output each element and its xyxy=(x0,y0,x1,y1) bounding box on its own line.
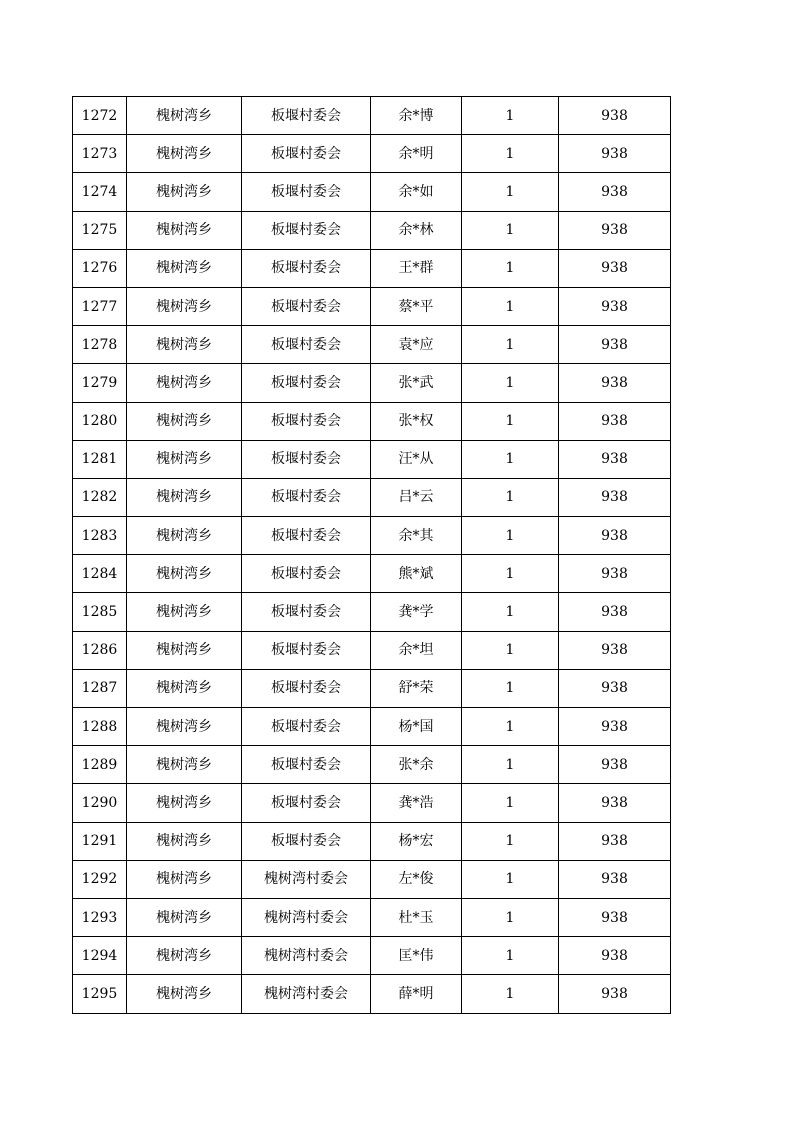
cell-amount: 938 xyxy=(559,784,671,822)
cell-name: 张*余 xyxy=(371,746,462,784)
cell-amount: 938 xyxy=(559,937,671,975)
cell-seq: 1282 xyxy=(73,478,127,516)
cell-name: 余*如 xyxy=(371,173,462,211)
cell-town: 槐树湾乡 xyxy=(127,822,242,860)
cell-name: 舒*荣 xyxy=(371,669,462,707)
cell-village: 板堰村委会 xyxy=(242,326,371,364)
cell-amount: 938 xyxy=(559,364,671,402)
cell-town: 槐树湾乡 xyxy=(127,402,242,440)
cell-count: 1 xyxy=(462,937,559,975)
cell-seq: 1294 xyxy=(73,937,127,975)
cell-name: 杨*国 xyxy=(371,708,462,746)
cell-town: 槐树湾乡 xyxy=(127,631,242,669)
cell-town: 槐树湾乡 xyxy=(127,478,242,516)
table-row xyxy=(73,440,671,478)
cell-village: 板堰村委会 xyxy=(242,287,371,325)
cell-name: 薛*明 xyxy=(371,975,462,1013)
cell-count: 1 xyxy=(462,975,559,1013)
cell-count: 1 xyxy=(462,593,559,631)
table-row xyxy=(73,784,671,822)
cell-seq: 1280 xyxy=(73,402,127,440)
cell-village: 板堰村委会 xyxy=(242,173,371,211)
cell-village: 板堰村委会 xyxy=(242,402,371,440)
cell-seq: 1277 xyxy=(73,287,127,325)
cell-seq: 1290 xyxy=(73,784,127,822)
cell-name: 余*博 xyxy=(371,97,462,135)
cell-seq: 1274 xyxy=(73,173,127,211)
cell-village: 板堰村委会 xyxy=(242,478,371,516)
cell-amount: 938 xyxy=(559,517,671,555)
cell-count: 1 xyxy=(462,326,559,364)
cell-name: 张*武 xyxy=(371,364,462,402)
cell-seq: 1283 xyxy=(73,517,127,555)
cell-name: 熊*斌 xyxy=(371,555,462,593)
cell-town: 槐树湾乡 xyxy=(127,135,242,173)
table-row xyxy=(73,517,671,555)
cell-town: 槐树湾乡 xyxy=(127,975,242,1013)
cell-town: 槐树湾乡 xyxy=(127,173,242,211)
table-row xyxy=(73,631,671,669)
cell-amount: 938 xyxy=(559,669,671,707)
cell-name: 张*权 xyxy=(371,402,462,440)
cell-village: 槐树湾村委会 xyxy=(242,975,371,1013)
table-row xyxy=(73,593,671,631)
cell-amount: 938 xyxy=(559,708,671,746)
cell-amount: 938 xyxy=(559,402,671,440)
cell-village: 板堰村委会 xyxy=(242,631,371,669)
cell-village: 槐树湾村委会 xyxy=(242,898,371,936)
cell-village: 板堰村委会 xyxy=(242,211,371,249)
table-row xyxy=(73,898,671,936)
cell-count: 1 xyxy=(462,708,559,746)
cell-amount: 938 xyxy=(559,631,671,669)
cell-amount: 938 xyxy=(559,249,671,287)
cell-seq: 1276 xyxy=(73,249,127,287)
cell-town: 槐树湾乡 xyxy=(127,440,242,478)
cell-amount: 938 xyxy=(559,211,671,249)
cell-count: 1 xyxy=(462,631,559,669)
cell-count: 1 xyxy=(462,97,559,135)
table-row xyxy=(73,326,671,364)
cell-name: 余*明 xyxy=(371,135,462,173)
cell-count: 1 xyxy=(462,249,559,287)
table-row xyxy=(73,364,671,402)
cell-village: 板堰村委会 xyxy=(242,708,371,746)
table-row xyxy=(73,211,671,249)
cell-amount: 938 xyxy=(559,440,671,478)
cell-seq: 1284 xyxy=(73,555,127,593)
cell-village: 槐树湾村委会 xyxy=(242,937,371,975)
cell-village: 板堰村委会 xyxy=(242,97,371,135)
table-row xyxy=(73,402,671,440)
cell-amount: 938 xyxy=(559,326,671,364)
cell-town: 槐树湾乡 xyxy=(127,708,242,746)
cell-amount: 938 xyxy=(559,97,671,135)
cell-village: 板堰村委会 xyxy=(242,364,371,402)
roster-table-body xyxy=(73,97,671,1014)
cell-name: 杨*宏 xyxy=(371,822,462,860)
cell-seq: 1293 xyxy=(73,898,127,936)
cell-count: 1 xyxy=(462,211,559,249)
cell-count: 1 xyxy=(462,898,559,936)
cell-count: 1 xyxy=(462,287,559,325)
cell-town: 槐树湾乡 xyxy=(127,669,242,707)
cell-name: 王*群 xyxy=(371,249,462,287)
table-row xyxy=(73,746,671,784)
cell-count: 1 xyxy=(462,822,559,860)
cell-name: 龚*学 xyxy=(371,593,462,631)
table-row xyxy=(73,975,671,1013)
table-row xyxy=(73,555,671,593)
cell-village: 板堰村委会 xyxy=(242,249,371,287)
cell-name: 龚*浩 xyxy=(371,784,462,822)
cell-seq: 1275 xyxy=(73,211,127,249)
cell-village: 板堰村委会 xyxy=(242,822,371,860)
cell-count: 1 xyxy=(462,784,559,822)
table-row xyxy=(73,249,671,287)
cell-seq: 1287 xyxy=(73,669,127,707)
cell-village: 板堰村委会 xyxy=(242,517,371,555)
cell-count: 1 xyxy=(462,555,559,593)
cell-count: 1 xyxy=(462,746,559,784)
cell-town: 槐树湾乡 xyxy=(127,784,242,822)
cell-village: 板堰村委会 xyxy=(242,669,371,707)
cell-count: 1 xyxy=(462,402,559,440)
cell-count: 1 xyxy=(462,440,559,478)
table-row xyxy=(73,478,671,516)
table-row xyxy=(73,97,671,135)
cell-amount: 938 xyxy=(559,860,671,898)
cell-village: 板堰村委会 xyxy=(242,593,371,631)
cell-seq: 1292 xyxy=(73,860,127,898)
cell-name: 吕*云 xyxy=(371,478,462,516)
cell-town: 槐树湾乡 xyxy=(127,898,242,936)
table-row xyxy=(73,708,671,746)
cell-name: 杜*玉 xyxy=(371,898,462,936)
cell-town: 槐树湾乡 xyxy=(127,97,242,135)
cell-seq: 1291 xyxy=(73,822,127,860)
cell-seq: 1295 xyxy=(73,975,127,1013)
cell-name: 汪*从 xyxy=(371,440,462,478)
cell-count: 1 xyxy=(462,173,559,211)
cell-village: 板堰村委会 xyxy=(242,440,371,478)
cell-village: 槐树湾村委会 xyxy=(242,860,371,898)
cell-name: 左*俊 xyxy=(371,860,462,898)
cell-amount: 938 xyxy=(559,173,671,211)
cell-name: 余*其 xyxy=(371,517,462,555)
cell-seq: 1288 xyxy=(73,708,127,746)
cell-count: 1 xyxy=(462,364,559,402)
table-row xyxy=(73,669,671,707)
cell-name: 匡*伟 xyxy=(371,937,462,975)
cell-town: 槐树湾乡 xyxy=(127,517,242,555)
cell-amount: 938 xyxy=(559,287,671,325)
roster-table xyxy=(72,96,671,1014)
cell-name: 余*坦 xyxy=(371,631,462,669)
cell-seq: 1278 xyxy=(73,326,127,364)
cell-village: 板堰村委会 xyxy=(242,135,371,173)
cell-seq: 1286 xyxy=(73,631,127,669)
cell-village: 板堰村委会 xyxy=(242,746,371,784)
cell-town: 槐树湾乡 xyxy=(127,746,242,784)
table-row xyxy=(73,937,671,975)
cell-town: 槐树湾乡 xyxy=(127,249,242,287)
cell-amount: 938 xyxy=(559,822,671,860)
table-row xyxy=(73,287,671,325)
cell-amount: 938 xyxy=(559,898,671,936)
cell-town: 槐树湾乡 xyxy=(127,593,242,631)
cell-name: 袁*应 xyxy=(371,326,462,364)
cell-amount: 938 xyxy=(559,135,671,173)
cell-seq: 1272 xyxy=(73,97,127,135)
cell-seq: 1279 xyxy=(73,364,127,402)
cell-count: 1 xyxy=(462,135,559,173)
cell-amount: 938 xyxy=(559,555,671,593)
cell-town: 槐树湾乡 xyxy=(127,860,242,898)
cell-seq: 1285 xyxy=(73,593,127,631)
cell-name: 余*林 xyxy=(371,211,462,249)
cell-amount: 938 xyxy=(559,975,671,1013)
cell-amount: 938 xyxy=(559,746,671,784)
cell-seq: 1281 xyxy=(73,440,127,478)
cell-seq: 1273 xyxy=(73,135,127,173)
cell-town: 槐树湾乡 xyxy=(127,287,242,325)
table-row xyxy=(73,822,671,860)
cell-count: 1 xyxy=(462,669,559,707)
cell-village: 板堰村委会 xyxy=(242,555,371,593)
cell-amount: 938 xyxy=(559,593,671,631)
cell-town: 槐树湾乡 xyxy=(127,555,242,593)
cell-village: 板堰村委会 xyxy=(242,784,371,822)
cell-town: 槐树湾乡 xyxy=(127,937,242,975)
cell-amount: 938 xyxy=(559,478,671,516)
cell-town: 槐树湾乡 xyxy=(127,326,242,364)
cell-name: 蔡*平 xyxy=(371,287,462,325)
cell-count: 1 xyxy=(462,517,559,555)
table-row xyxy=(73,173,671,211)
cell-town: 槐树湾乡 xyxy=(127,211,242,249)
cell-count: 1 xyxy=(462,478,559,516)
table-row xyxy=(73,135,671,173)
cell-town: 槐树湾乡 xyxy=(127,364,242,402)
table-row xyxy=(73,860,671,898)
cell-seq: 1289 xyxy=(73,746,127,784)
cell-count: 1 xyxy=(462,860,559,898)
